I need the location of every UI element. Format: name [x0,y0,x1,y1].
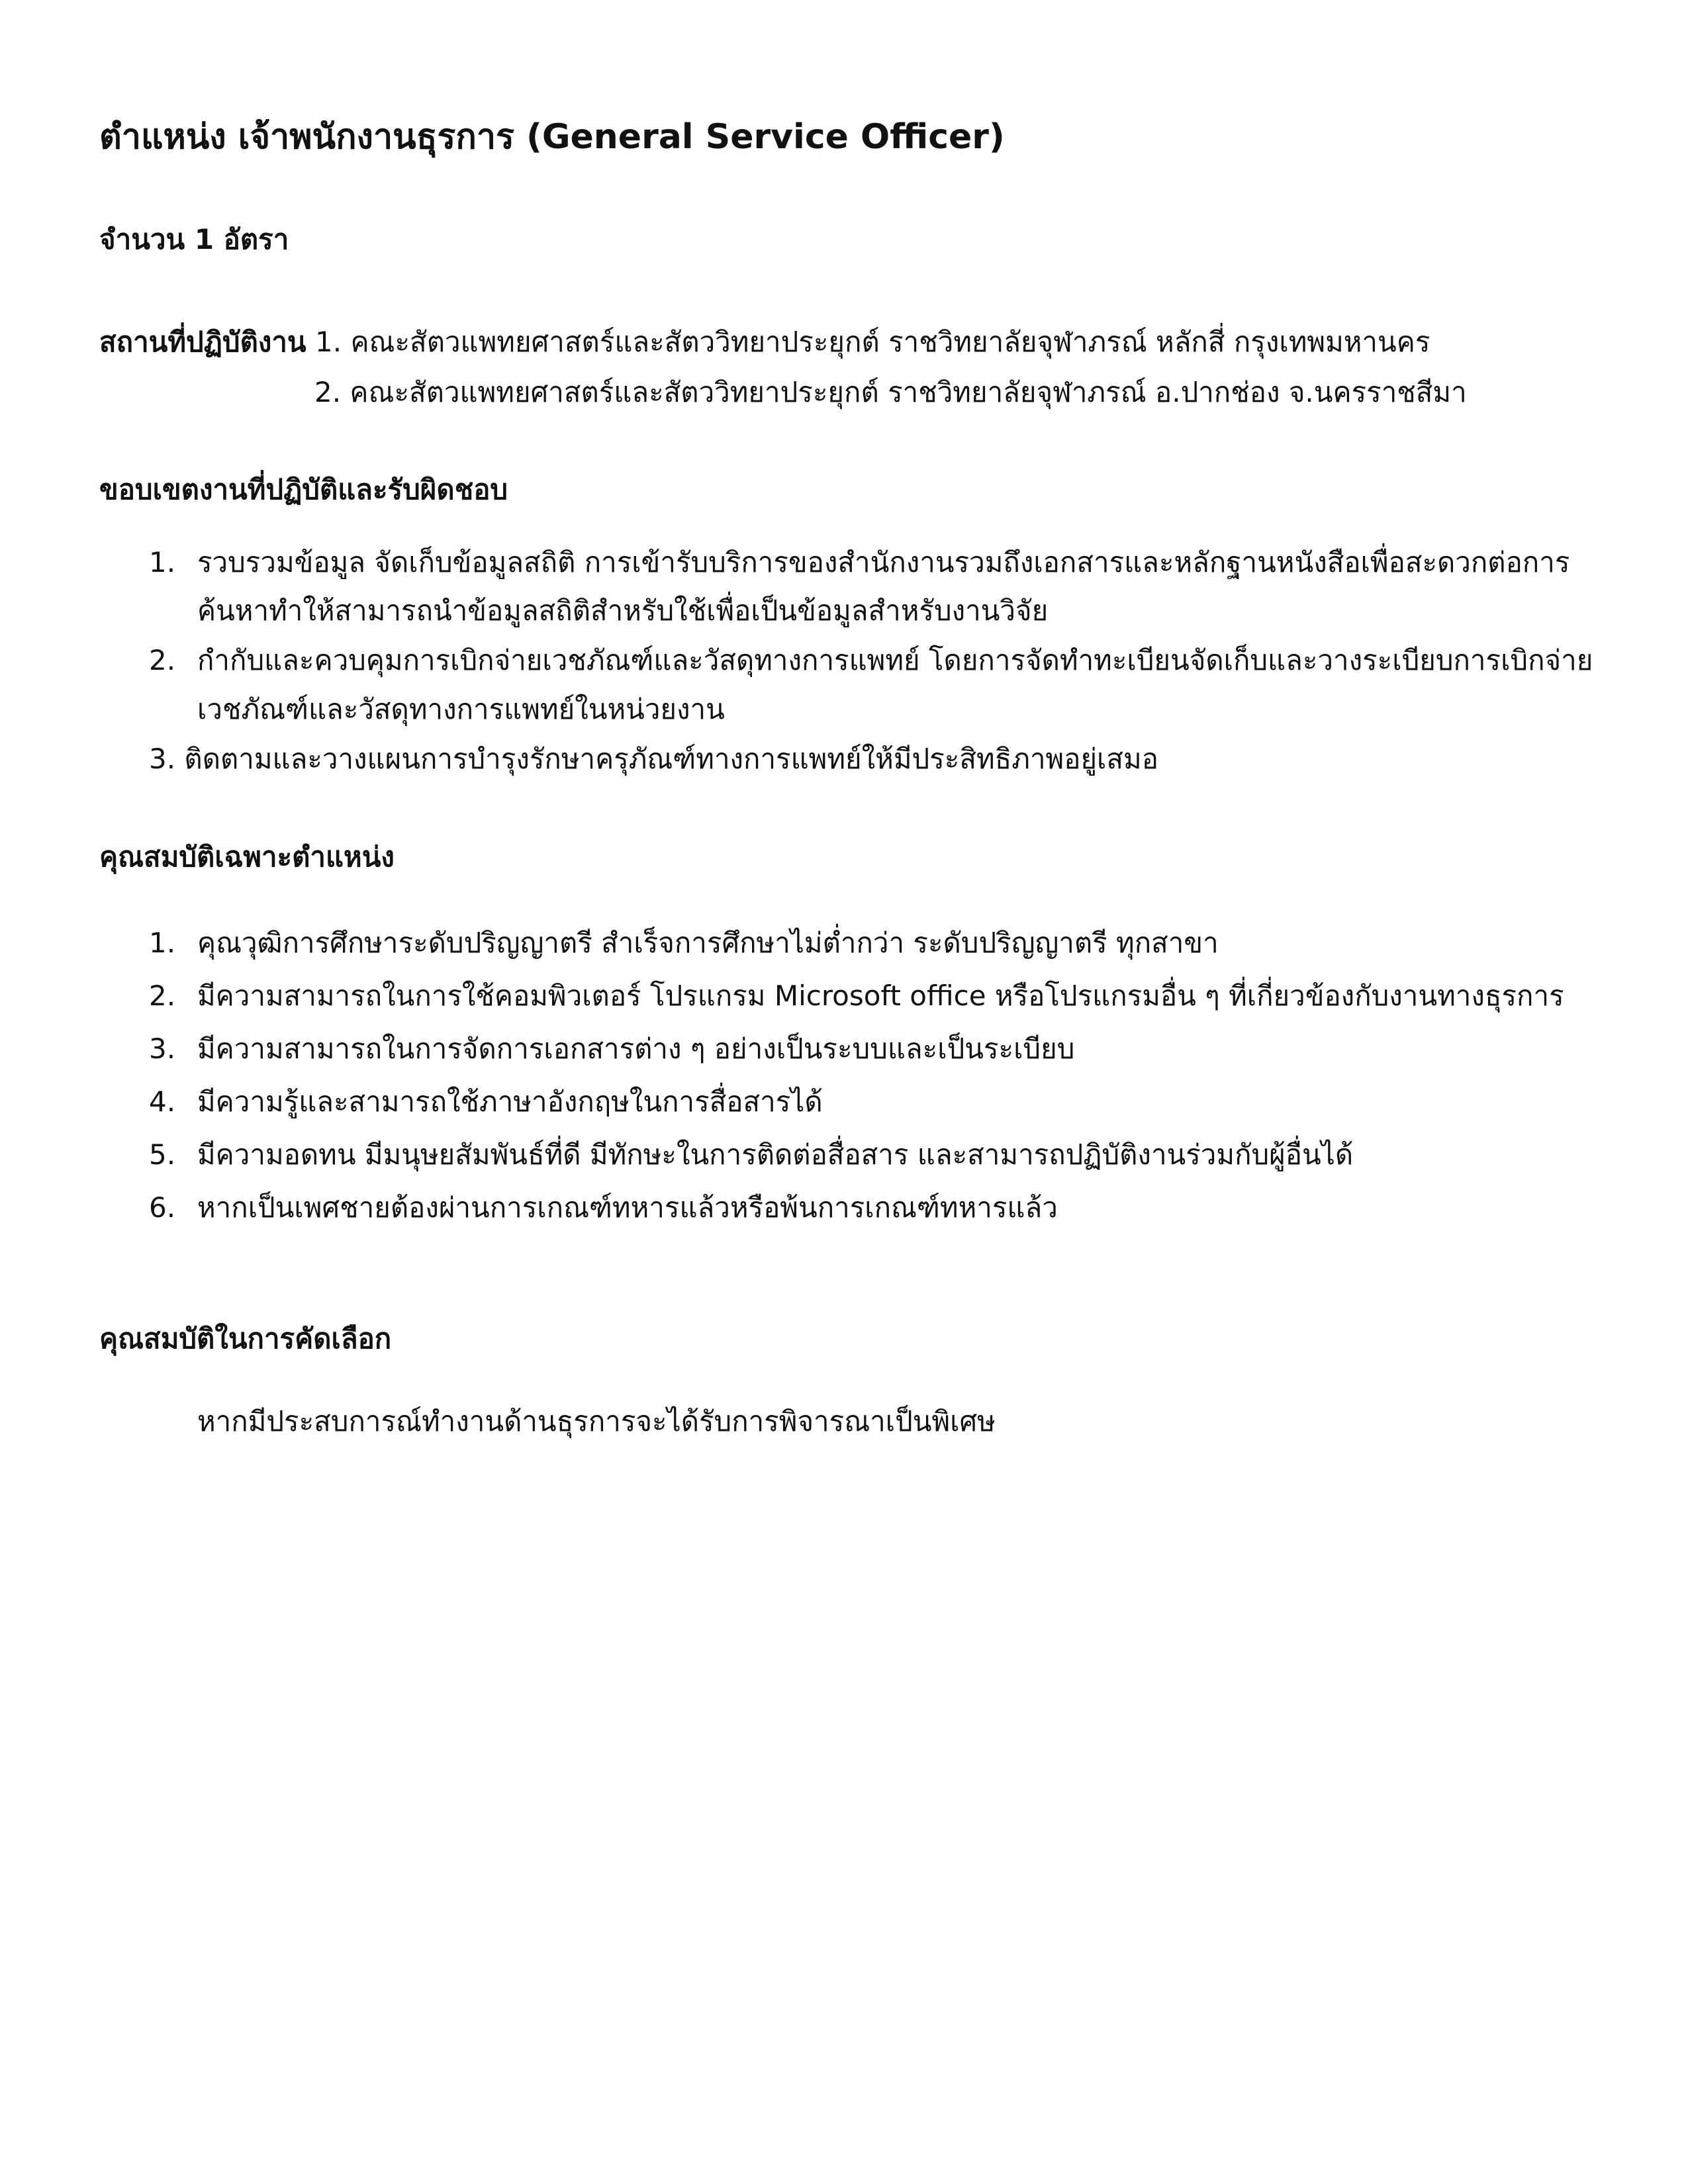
scope-item-text: รวบรวมข้อมูล จัดเก็บข้อมูลสถิติ การเข้ารับบริการของสำนักงานรวมถึงเอกสารและหลักฐานหนังสือเพื่อสะดวกต่อการ [197,546,1570,578]
qualification-item-text: มีความอดทน มีมนุษยสัมพันธ์ที่ดี มีทักษะในการติดต่อสื่อสาร และสามารถปฏิบัติงานร่วมกับผู้อื่นได้ [197,1138,1354,1171]
list-number: 5. [149,1138,176,1171]
list-number: 3. [149,1032,176,1065]
qualification-item-text: คุณวุฒิการศึกษาระดับปริญญาตรี สำเร็จการศึกษาไม่ต่ำกว่า ระดับปริญญาตรี ทุกสาขา [197,927,1219,959]
work-location-item: 2. คณะสัตวแพทยศาสตร์และสัตววิทยาประยุกต์ ราชวิทยาลัยจุฬาภรณ์ อ.ปากช่อง จ.นครราชสีมา [314,376,1467,408]
scope-item-text: ค้นหาทำให้สามารถนำข้อมูลสถิติสำหรับใช้เพื่อเป็นข้อมูลสำหรับงานวิจัย [197,594,1049,627]
qualification-item-text: มีความสามารถในการใช้คอมพิวเตอร์ โปรแกรม Microsoft office หรือโปรแกรมอื่น ๆ ที่เกี่ยวข้องกับงานทางธุรการ [197,979,1564,1012]
qualification-item-text: หากเป็นเพศชายต้องผ่านการเกณฑ์ทหารแล้วหรือพ้นการเกณฑ์ทหารแล้ว [197,1191,1058,1224]
position-count: จำนวน 1 อัตรา [99,223,289,255]
selection-heading: คุณสมบัติในการคัดเลือก [99,1322,392,1355]
qualification-item-text: มีความรู้และสามารถใช้ภาษาอังกฤษในการสื่อสารได้ [197,1085,823,1118]
scope-item-text: 3. ติดตามและวางแผนการบำรุงรักษาครุภัณฑ์ทางการแพทย์ให้มีประสิทธิภาพอยู่เสมอ [149,743,1158,775]
list-number: 1. [149,546,176,578]
selection-text: หากมีประสบการณ์ทำงานด้านธุรการจะได้รับการพิจารณาเป็นพิเศษ [197,1405,996,1437]
work-location-label: สถานที่ปฏิบัติงาน [99,326,306,358]
qualifications-heading: คุณสมบัติเฉพาะตำแหน่ง [99,841,395,873]
scope-heading: ขอบเขตงานที่ปฏิบัติและรับผิดชอบ [99,473,508,506]
page-title: ตำแหน่ง เจ้าพนักงานธุรการ (General Service Officer) [99,117,1005,157]
list-number: 6. [149,1191,176,1224]
scope-item-text: กำกับและควบคุมการเบิกจ่ายเวชภัณฑ์และวัสดุทางการแพทย์ โดยการจัดทำทะเบียนจัดเก็บและวางระเบียบการเบิกจ่าย [197,644,1593,676]
list-number: 4. [149,1085,176,1118]
work-location-row-1 [99,322,1430,362]
list-number: 1. [149,927,176,959]
qualification-item-text: มีความสามารถในการจัดการเอกสารต่าง ๆ อย่างเป็นระบบและเป็นระเบียบ [197,1032,1075,1065]
list-number: 2. [149,979,176,1012]
work-location-item: 1. คณะสัตวแพทยศาสตร์และสัตววิทยาประยุกต์ ราชวิทยาลัยจุฬาภรณ์ หลักสี่ กรุงเทพมหานคร [315,326,1430,358]
list-number: 2. [149,644,176,676]
scope-item-text: เวชภัณฑ์และวัสดุทางการแพทย์ในหน่วยงาน [197,693,725,725]
